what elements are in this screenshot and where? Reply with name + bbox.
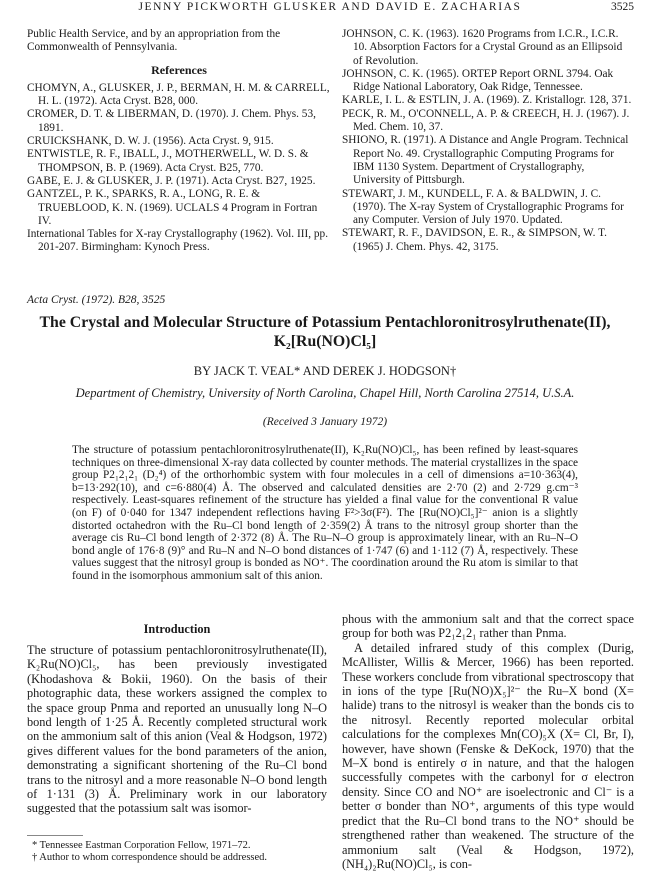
running-header-authors: JENNY PICKWORTH GLUSKER AND DAVID E. ZACHARIAS [138, 1, 522, 13]
footnote-2: † Author to whom correspondence should be addressed. [32, 852, 268, 864]
article-title-line2: K₂[Ru(NO)Cl₅] [273, 333, 377, 350]
footnotes [32, 840, 332, 865]
reference-item: GABE, E. J. & GLUSKER, J. P. (1971). Acta Cryst. B27, 1925. [27, 174, 316, 187]
page-number: 3525 [611, 1, 634, 13]
abstract: The structure of potassium pentachloronitrosylruthenate(II), K₂Ru(NO)Cl₅, has been refined by least-squares techniques on three-dimensional X-ray data collected by counter methods. The material crystallizes in the space group P2₁2₁2₁ (D₂⁴) of the orthorhombic system with four molecules in a cell of dimensions a=10·363(4), b=13·292(10), and c=6·880(4) Å. The observed and calculated densities are 2·70 (2) and 2·729 g.cm⁻³ respectively. Least-squares refinement of the structure has yielded a final value for the conventional R value (on F) of 0·040 for 1347 independent reflections having F²>3σ(F²). The [Ru(NO)Cl₅]²⁻ anion is a slightly distorted octahedron with the Ru–Cl bond length of 2·359(2) Å trans to the nitrosyl group shorter than the average cis Ru–Cl bond length of 2·372 (8) Å. The Ru–N–O group is approximately linear, with an Ru–N–O bond angle of 176·8 (9)° and Ru–N and N–O bond distances of 1·747 (6) and 1·112 (7) Å, respectively. These values suggest that the nitrosyl group is bonded as NO⁺. The coordination around the Ru atom is similar to that found in the isomorphous ammonium salt of this anion. [72, 444, 578, 582]
reference-item: STEWART, R. F., DAVIDSON, E. R., & SIMPSON, W. T. (1965) J. Chem. Phys. 42, 3175. [342, 227, 607, 253]
article-title-line1: The Crystal and Molecular Structure of Potassium Pentachloronitrosylruthenate(II), [39, 314, 611, 331]
reference-item: PECK, R. M., O'CONNELL, A. P. & CREECH, H. J. (1967). J. Med. Chem. 10, 37. [342, 107, 630, 134]
references-list-right [342, 28, 632, 254]
article-citation: Acta Cryst. (1972). B28, 3525 [27, 294, 166, 306]
footnote-1: * Tennessee Eastman Corporation Fellow, 1971–72. [32, 840, 251, 851]
body-right-column [342, 612, 634, 871]
prev-right-column [342, 28, 632, 254]
article-authors: BY JACK T. VEAL* AND DEREK J. HODGSON† [193, 364, 457, 378]
references-heading: References [151, 62, 207, 77]
introduction-heading: Introduction [143, 622, 211, 636]
footnote-rule [27, 835, 83, 836]
reference-item: ENTWISTLE, R. F., IBALL, J., MOTHERWELL, W. D. S. & THOMPSON, B. P. (1969). Acta Cryst. B25, 770. [27, 148, 309, 174]
introduction-paragraph-1: The structure of potassium pentachloronitrosylruthenate(II), K₂Ru(NO)Cl₅, has been previously investigated (Khodashova & Bokii, 1960). On the basis of their photographic data, these workers assigned the complex to the space group Pnma and reported an unusually long N–O bond length of 1·25 Å. Recently completed structural work on the ammonium salt of this anion (Veal & Hodgson, 1972) gives different values for the bond parameters of the anion, demonstrating a significant shortening of the Ru–Cl bond trans to the nitrosyl and a more reasonable N–O bond length of 1·131 (3) Å. Preliminary work in our laboratory suggested that the potassium salt was isomor- [27, 643, 327, 816]
introduction-paragraph-1-cont: phous with the ammonium salt and that the correct space group for both was P2₁2₁2₁ rather than Pnma. [342, 612, 634, 641]
received-date: (Received 3 January 1972) [262, 416, 388, 428]
acknowledgement-text: Public Health Service, and by an appropriation from the Commonwealth of Pennsylvania. [27, 28, 281, 54]
references-list-left [27, 82, 331, 255]
reference-item: CHOMYN, A., GLUSKER, J. P., BERMAN, H. M. & CARRELL, H. L. (1972). Acta Cryst. B28, 000. [27, 81, 330, 108]
reference-item: International Tables for X-ray Crystallography (1962). Vol. III, pp. 201-207. Birmingham: Kynoch Press. [27, 228, 329, 254]
reference-item: SHIONO, R. (1971). A Distance and Angle Program. Technical Report No. 49. Crystallographic Computing Programs for IBM 1130 System. Department of Crystallography, University of Pittsburgh. [342, 134, 629, 187]
article-title [10, 313, 640, 351]
introduction-paragraph-2: A detailed infrared study of this complex (Durig, McAllister, Willis & Mercer, 1966) has been reported. These workers conclude from vibrational spectroscopy that in ions of the type [Ru(NO)X₅]²⁻ the Ru–X bond (X= halide) trans to the nitrosyl is weaker than the bonds cis to the nitrosyl. Recently reported molecular orbital calculations for the complexes Mn(CO)₅X (X= Cl, Br, I), however, have shown (Fenske & DeKock, 1970) that the M–X bond is entirely σ in nature, and that the halogen successfully competes with the carbonyl for σ electron density. Since CO and NO⁺ are isoelectronic and Cl⁻ is a better σ bonder than NO⁺, arguments of this type would predict that the Ru–Cl bond trans to the NO⁺ should be strengthened rather than weakened. The structure of the ammonium salt (Veal & Hodgson, 1972), (NH₄)₂Ru(NO)Cl₅, is con- [342, 640, 634, 871]
reference-item: CROMER, D. T. & LIBERMAN, D. (1970). J. Chem. Phys. 53, 1891. [27, 108, 316, 134]
reference-item: JOHNSON, C. K. (1965). ORTEP Report ORNL 3794. Oak Ridge National Laboratory, Oak Ridge, Tennessee. [342, 67, 614, 94]
running-header [30, 1, 634, 15]
reference-item: KARLE, I. L. & ESTLIN, J. A. (1969). Z. Kristallogr. 128, 371. [342, 94, 632, 107]
prev-left-column [27, 28, 331, 255]
reference-item: JOHNSON, C. K. (1963). 1620 Programs from I.C.R., I.C.R. 10. Absorption Factors for a Crystal Ground as an Ellipsoid of Revolution. [342, 28, 623, 67]
reference-item: STEWART, J. M., KUNDELL, F. A. & BALDWIN, J. C. (1970). The X-ray System of Crystallographic Programs for any Computer. Version of July 1970. Updated. [342, 187, 624, 227]
article-affiliation: Department of Chemistry, University of North Carolina, Chapel Hill, North Carolina 27514, U.S.A. [75, 386, 575, 400]
reference-item: CRUICKSHANK, D. W. J. (1956). Acta Cryst. 9, 915. [27, 135, 274, 148]
reference-item: GANTZEL, P. K., SPARKS, R. A., LONG, R. E. & TRUEBLOOD, K. N. (1969). UCLALS 4 Program in Fortran IV. [27, 188, 318, 227]
body-left-column [27, 622, 327, 816]
